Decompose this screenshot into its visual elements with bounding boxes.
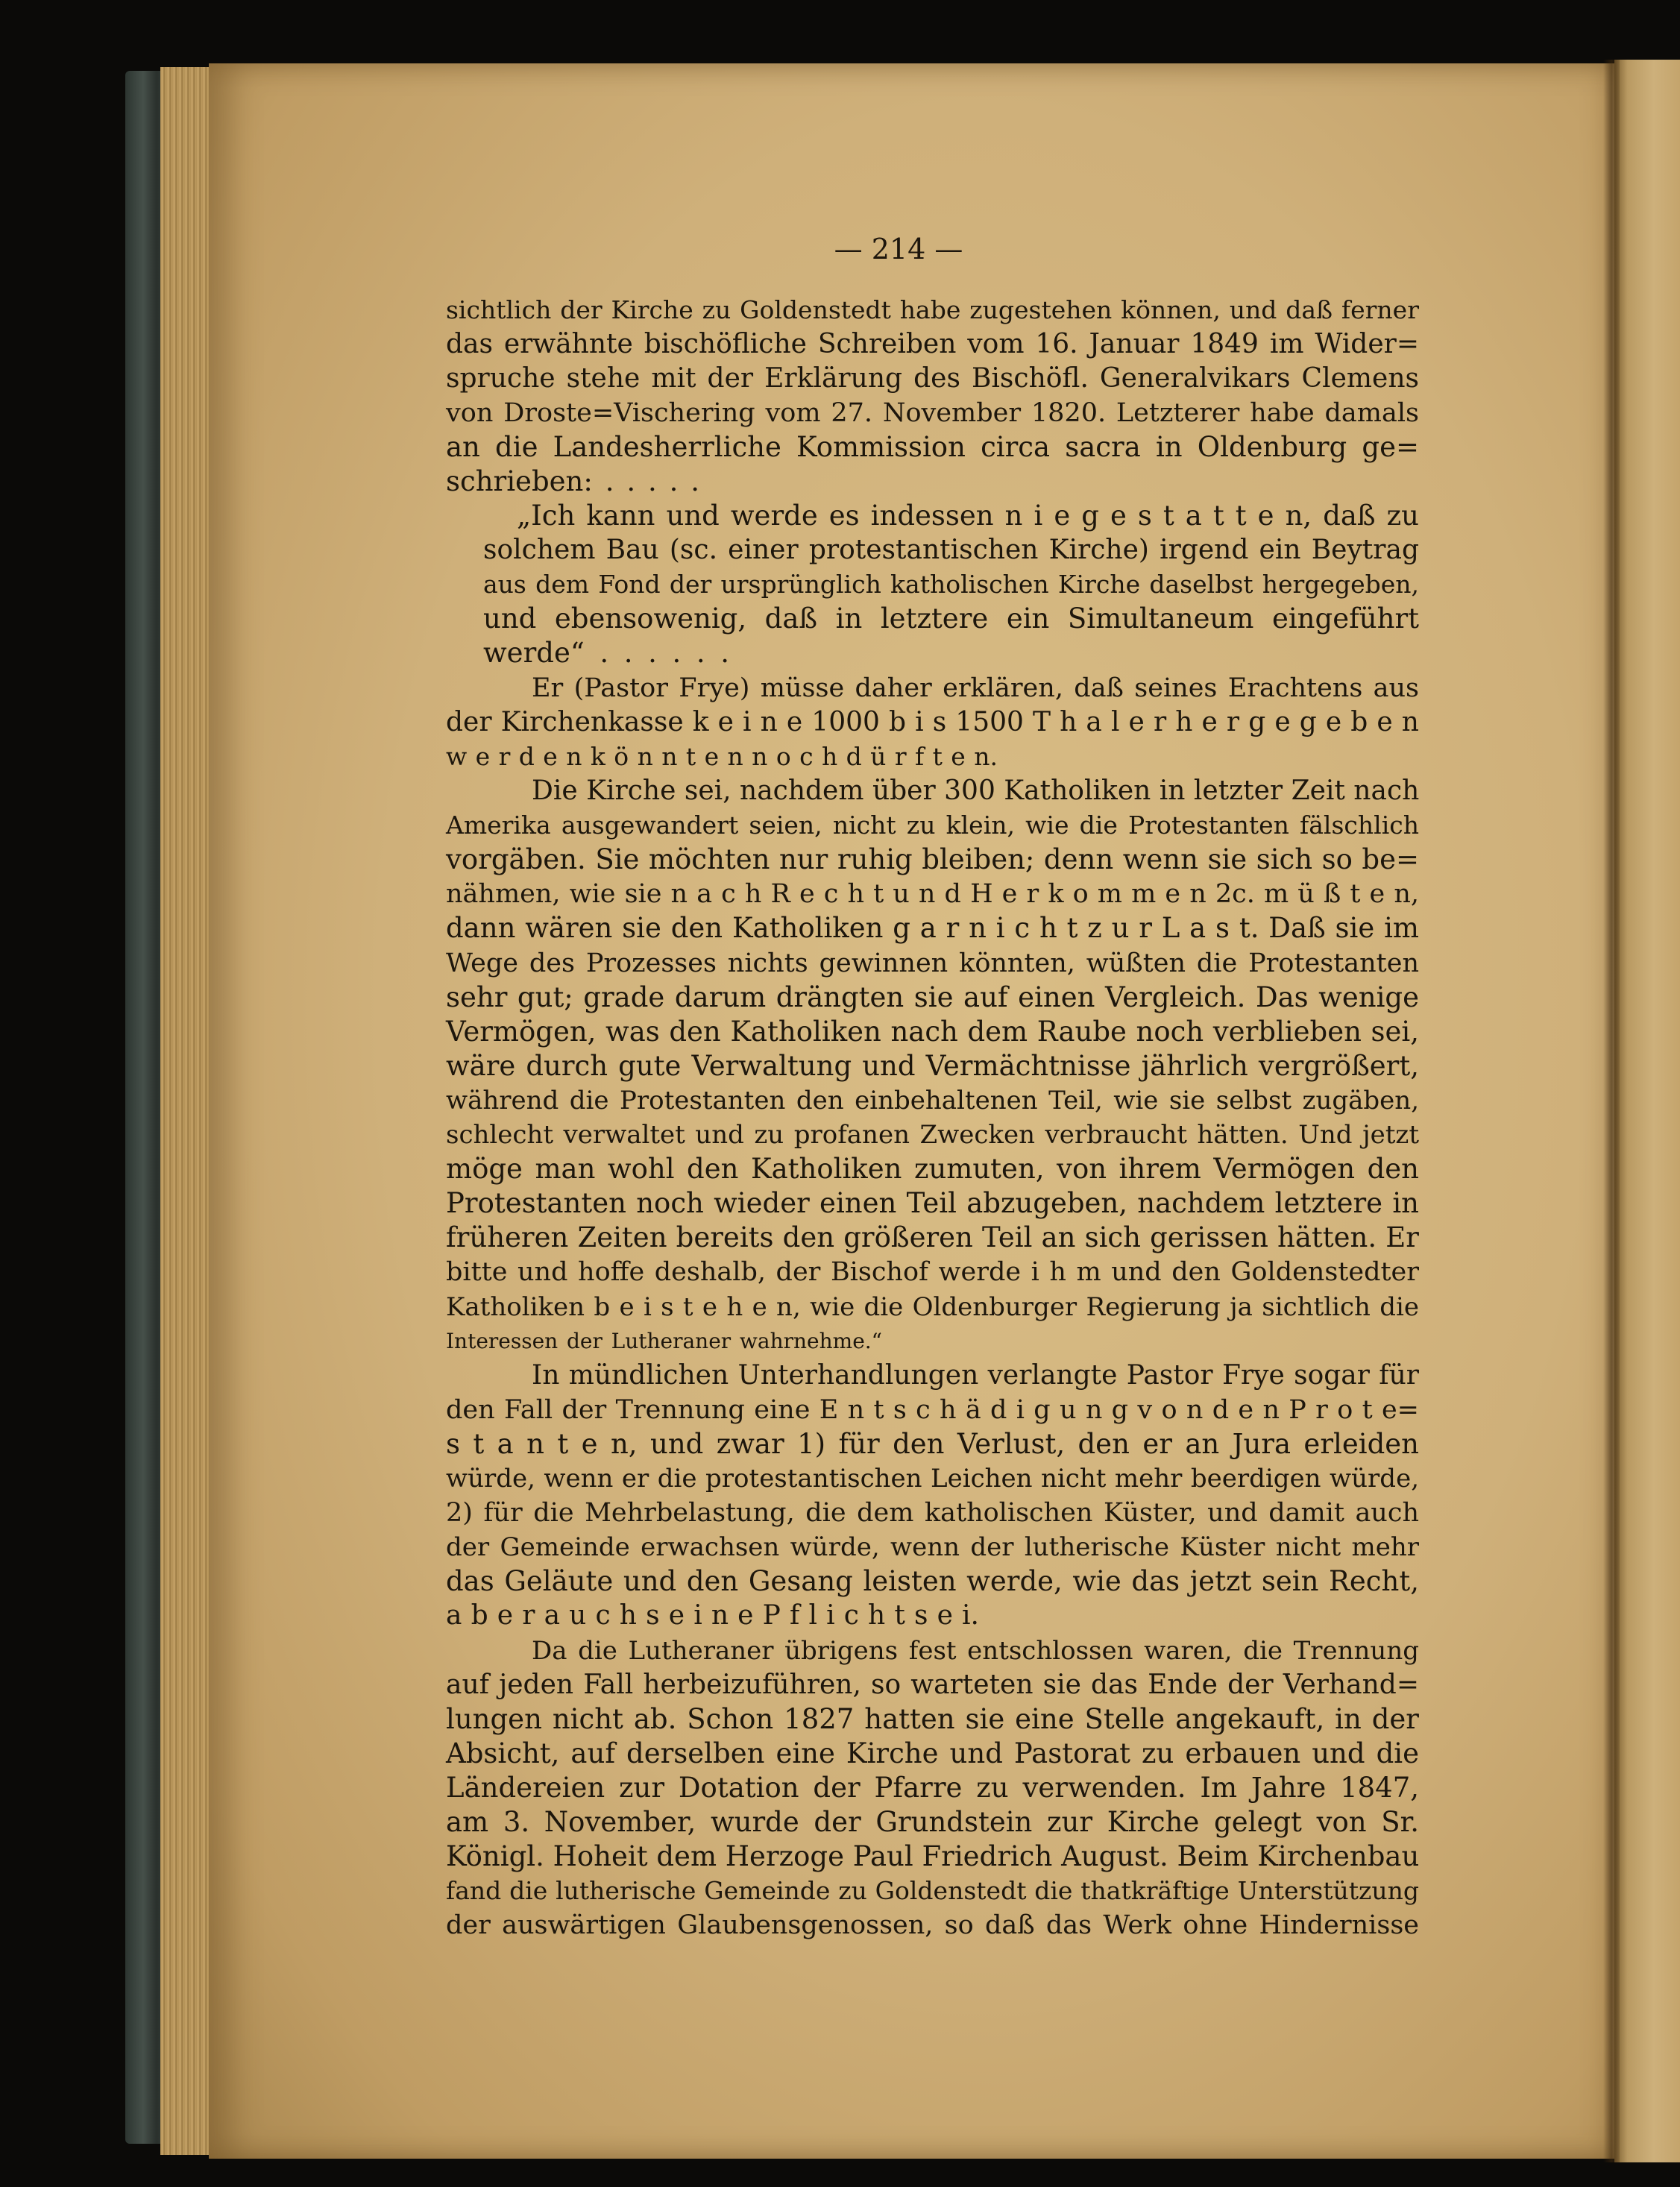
text-line: früheren Zeiten bereits den größeren Teil an sich gerissen hätten. Er (446, 1221, 1419, 1253)
page-number: — 214 — (834, 233, 963, 265)
text-line: Er (Pastor Frye) müsse daher erklären, daß seines Erachtens aus (532, 673, 1419, 703)
text-line: möge man wohl den Katholiken zumuten, von ihrem Vermögen den (446, 1153, 1419, 1185)
text-line: Wege des Prozesses nichts gewinnen könnten, wüßten die Protestanten (446, 948, 1419, 978)
text-line: schlecht verwaltet und zu profanen Zwecken verbraucht hätten. Und jetzt (446, 1120, 1419, 1150)
text-line: auf jeden Fall herbeizuführen, so warteten sie das Ende der Verhand= (446, 1670, 1419, 1700)
text-line: Königl. Hoheit dem Herzoge Paul Friedrich August. Beim Kirchenbau (446, 1840, 1420, 1872)
text-line: Die Kirche sei, nachdem über 300 Katholiken in letzter Zeit nach (532, 775, 1420, 806)
text-line: am 3. November, wurde der Grundstein zur Kirche gelegt von Sr. (446, 1806, 1419, 1838)
text-line: nähmen, wie sie n a c h R e c h t u n d H e r k o m m e n 2c. m ü ß t e n, (446, 879, 1419, 909)
text-line: w e r d e n k ö n n t e n n o c h d ü r f t e n. (446, 742, 998, 771)
text-line: der Gemeinde erwachsen würde, wenn der lutherische Küster nicht mehr (446, 1532, 1419, 1562)
text-line: und ebensowenig, daß in letztere ein Simultaneum eingeführt (483, 602, 1419, 635)
text-line: „Ich kann und werde es indessen n i e g e s t a t t e n, daß zu (517, 500, 1419, 532)
text-line: Da die Lutheraner übrigens fest entschlossen waren, die Trennung (532, 1636, 1419, 1666)
text-line: der auswärtigen Glaubensgenossen, so daß das Werk ohne Hindernisse (446, 1910, 1419, 1940)
text-line: schrieben: . . . . . (446, 465, 699, 497)
text-line: wäre durch gute Verwaltung und Vermächtnisse jährlich vergrößert, (446, 1050, 1419, 1082)
text-line: von Droste=Vischering vom 27. November 1820. Letzterer habe damals (446, 398, 1419, 428)
text-line: Absicht, auf derselben eine Kirche und Pastorat zu erbauen und die (446, 1737, 1419, 1769)
text-line: Interessen der Lutheraner wahrnehme.“ (446, 1329, 882, 1353)
text-line: spruche stehe mit der Erklärung des Bischöfl. Generalvikars Clemens (446, 363, 1419, 394)
text-line: 2) für die Mehrbelastung, die dem katholischen Küster, und damit auch (446, 1498, 1419, 1528)
text-line: fand die lutherische Gemeinde zu Goldenstedt die thatkräftige Unterstützung (446, 1876, 1419, 1905)
text-line: dann wären sie den Katholiken g a r n i c h t z u r L a s t. Daß sie im (446, 912, 1419, 944)
text-line: werde“ . . . . . . (483, 637, 729, 669)
text-line: das erwähnte bischöfliche Schreiben vom 16. Januar 1849 im Wider= (446, 329, 1419, 359)
text-line: das Geläute und den Gesang leisten werde, wie das jetzt sein Recht, (446, 1565, 1419, 1597)
text-line: s t a n t e n, und zwar 1) für den Verlust, den er an Jura erleiden (446, 1428, 1419, 1460)
text-line: an die Landesherrliche Kommission circa sacra in Oldenburg ge= (446, 431, 1419, 463)
text-line: Ländereien zur Dotation der Pfarre zu verwenden. Im Jahre 1847, (446, 1772, 1419, 1804)
text-line: lungen nicht ab. Schon 1827 hatten sie eine Stelle angekauft, in der (446, 1703, 1419, 1735)
text-line: sehr gut; grade darum drängten sie auf einen Vergleich. Das wenige (446, 981, 1419, 1013)
text-line: Vermögen, was den Katholiken nach dem Raube noch verblieben sei, (446, 1016, 1419, 1048)
text-line: der Kirchenkasse k e i n e 1000 b i s 1500 T h a l e r h e r g e g e b e n (446, 707, 1419, 737)
text-line: aus dem Fond der ursprünglich katholischen Kirche daselbst hergegeben, (483, 570, 1419, 599)
text-line: In mündlichen Unterhandlungen verlangte Pastor Frye sogar für (532, 1360, 1419, 1391)
text-line: bitte und hoffe deshalb, der Bischof werde i h m und den Goldenstedter (446, 1257, 1419, 1287)
text-line: würde, wenn er die protestantischen Leichen nicht mehr beerdigen würde, (446, 1464, 1419, 1494)
text-line: solchem Bau (sc. einer protestantischen Kirche) irgend ein Beytrag (483, 535, 1419, 565)
text-line: a b e r a u c h s e i n e P f l i c h t s e i. (446, 1600, 979, 1631)
page-edges (160, 67, 216, 2155)
text-line: sichtlich der Kirche zu Goldenstedt habe zugestehen können, und daß ferner (446, 295, 1419, 324)
text-line: den Fall der Trennung eine E n t s c h ä d i g u n g v o n d e n P r o t e= (446, 1395, 1419, 1425)
text-line: Amerika ausgewandert seien, nicht zu klein, wie die Protestanten fälschlich (446, 811, 1419, 840)
page-gutter (1603, 60, 1620, 2162)
text-line: vorgäben. Sie möchten nur ruhig bleiben; denn wenn sie sich so be= (446, 843, 1419, 875)
facing-page-edge (1614, 60, 1680, 2162)
text-line: während die Protestanten den einbehaltenen Teil, wie sie selbst zugäben, (446, 1086, 1419, 1115)
text-line: Katholiken b e i s t e h e n, wie die Oldenburger Regierung ja sichtlich die (446, 1292, 1419, 1322)
text-line: Protestanten noch wieder einen Teil abzugeben, nachdem letztere in (446, 1187, 1419, 1219)
